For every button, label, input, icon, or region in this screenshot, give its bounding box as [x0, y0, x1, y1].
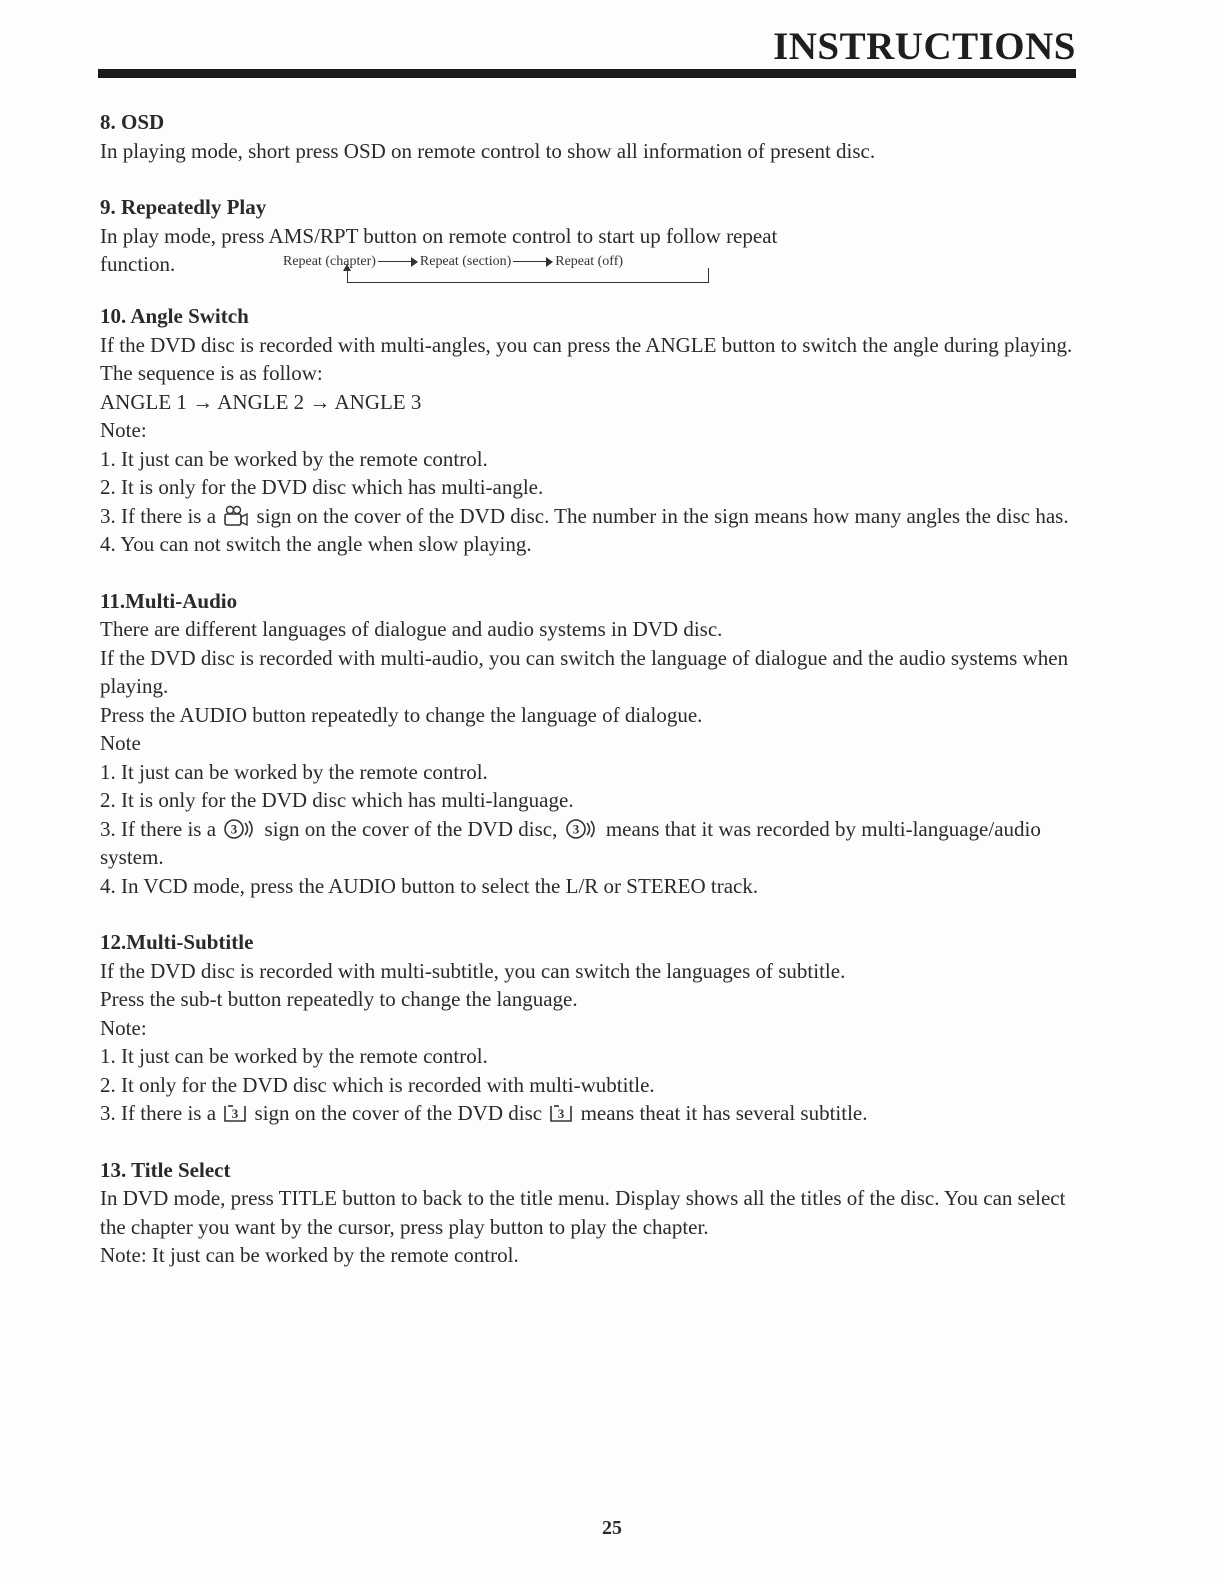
- paragraph: There are different languages of dialogue and audio systems in DVD disc.: [100, 617, 723, 641]
- page-title: INSTRUCTIONS: [773, 25, 1076, 68]
- note-item: 4. In VCD mode, press the AUDIO button to select the L/R or STEREO track.: [100, 873, 759, 898]
- subtitle-sign-icon: [549, 1102, 573, 1124]
- audio-sign-number: 3: [231, 821, 238, 836]
- note-text: sign on the cover of the DVD disc: [254, 1101, 543, 1125]
- section-title: 11.Multi-Audio: [100, 588, 238, 613]
- arrow-right-icon: [513, 257, 553, 267]
- section-title: 8. OSD: [100, 110, 165, 134]
- subtitle-sign-icon: [223, 1102, 247, 1124]
- flow-step: Repeat (off): [555, 254, 624, 269]
- note-item: 4. You can not switch the angle when slow playing.: [100, 532, 532, 556]
- note-item: 1. It just can be worked by the remote control.: [100, 446, 488, 471]
- angle-sign-icon: [223, 505, 249, 527]
- note-label: Note: [100, 731, 141, 755]
- paragraph: Note: It just can be worked by the remote control.: [100, 1243, 519, 1267]
- paragraph: Press the AUDIO button repeatedly to change the language of dialogue.: [100, 702, 703, 727]
- section-title: 13. Title Select: [100, 1157, 231, 1182]
- section-multi-subtitle: [100, 928, 1076, 1128]
- paragraph: The sequence is as follow:: [100, 361, 323, 385]
- note-text: 3. If there is a: [100, 503, 217, 528]
- note-label: Note:: [100, 1015, 147, 1040]
- section-multi-audio: [100, 587, 1076, 901]
- note-item: [100, 815, 1076, 872]
- flow-step: Repeat (section): [419, 254, 512, 269]
- note-text: sign on the cover of the DVD disc. The number in the sign means how many angles the disc has.: [256, 503, 1069, 528]
- note-text: means theat it has several subtitle.: [580, 1101, 868, 1125]
- content: [100, 108, 1076, 1298]
- audio-sign-number: 3: [572, 821, 579, 836]
- note-item: [100, 1099, 1076, 1128]
- paragraph: Press the sub-t button repeatedly to change the language.: [100, 987, 578, 1011]
- note-item: 2. It is only for the DVD disc which has multi-language.: [100, 788, 574, 812]
- flow-step: Repeat (chapter): [283, 254, 376, 269]
- note-text: sign on the cover of the DVD disc,: [264, 816, 558, 841]
- section-title: 9. Repeatedly Play: [100, 195, 267, 219]
- note-item: 1. It just can be worked by the remote control.: [100, 1044, 488, 1068]
- arrow-right-icon: [378, 257, 418, 267]
- paragraph: If the DVD disc is recorded with multi-angles, you can press the ANGLE button to switch the angle during playing.: [100, 332, 1073, 357]
- audio-sign-icon: [223, 818, 257, 840]
- note-item: 2. It only for the DVD disc which is recorded with multi-wubtitle.: [100, 1072, 655, 1097]
- note-text: 3. If there is a: [100, 816, 217, 841]
- section-title-select: [100, 1156, 1076, 1270]
- paragraph: In play mode, press AMS/RPT button on remote control to start up follow repeat: [100, 223, 778, 248]
- paragraph: In DVD mode, press TITLE button to back to the title menu. Display shows all the titles of the disc. You can select the chapter you want by the cursor, press play button to play the chapter.: [100, 1186, 1066, 1239]
- repeat-flow-line: [100, 250, 1076, 292]
- note-item: [100, 502, 1076, 531]
- note-text: means that it was recorded by multi-language/audio system.: [100, 816, 1041, 869]
- header-rule: [98, 69, 1076, 78]
- subtitle-sign-number: 3: [558, 1106, 565, 1121]
- paragraph: In playing mode, short press OSD on remote control to show all information of present disc.: [100, 138, 876, 163]
- section-osd: [100, 108, 1076, 165]
- page-header: [98, 24, 1076, 80]
- section-title: 12.Multi-Subtitle: [100, 930, 254, 954]
- note-item: 2. It is only for the DVD disc which has multi-angle.: [100, 475, 544, 499]
- paragraph: function.: [100, 252, 176, 276]
- note-text: 3. If there is a: [100, 1101, 217, 1125]
- audio-sign-icon: [565, 818, 599, 840]
- section-repeatedly-play: [100, 193, 1076, 292]
- note-label: Note:: [100, 418, 147, 442]
- subtitle-sign-number: 3: [232, 1106, 239, 1121]
- paragraph: If the DVD disc is recorded with multi-subtitle, you can switch the languages of subtitle.: [100, 958, 846, 983]
- paragraph: If the DVD disc is recorded with multi-audio, you can switch the language of dialogue and the audio systems when playing.: [100, 645, 1069, 698]
- loop-back-arrow: [347, 268, 709, 283]
- section-angle-switch: [100, 302, 1076, 559]
- page-number: 25: [602, 1517, 622, 1539]
- angle-sequence: ANGLE 1 → ANGLE 2 → ANGLE 3: [100, 389, 422, 414]
- section-title: 10. Angle Switch: [100, 304, 249, 328]
- note-item: 1. It just can be worked by the remote control.: [100, 759, 488, 784]
